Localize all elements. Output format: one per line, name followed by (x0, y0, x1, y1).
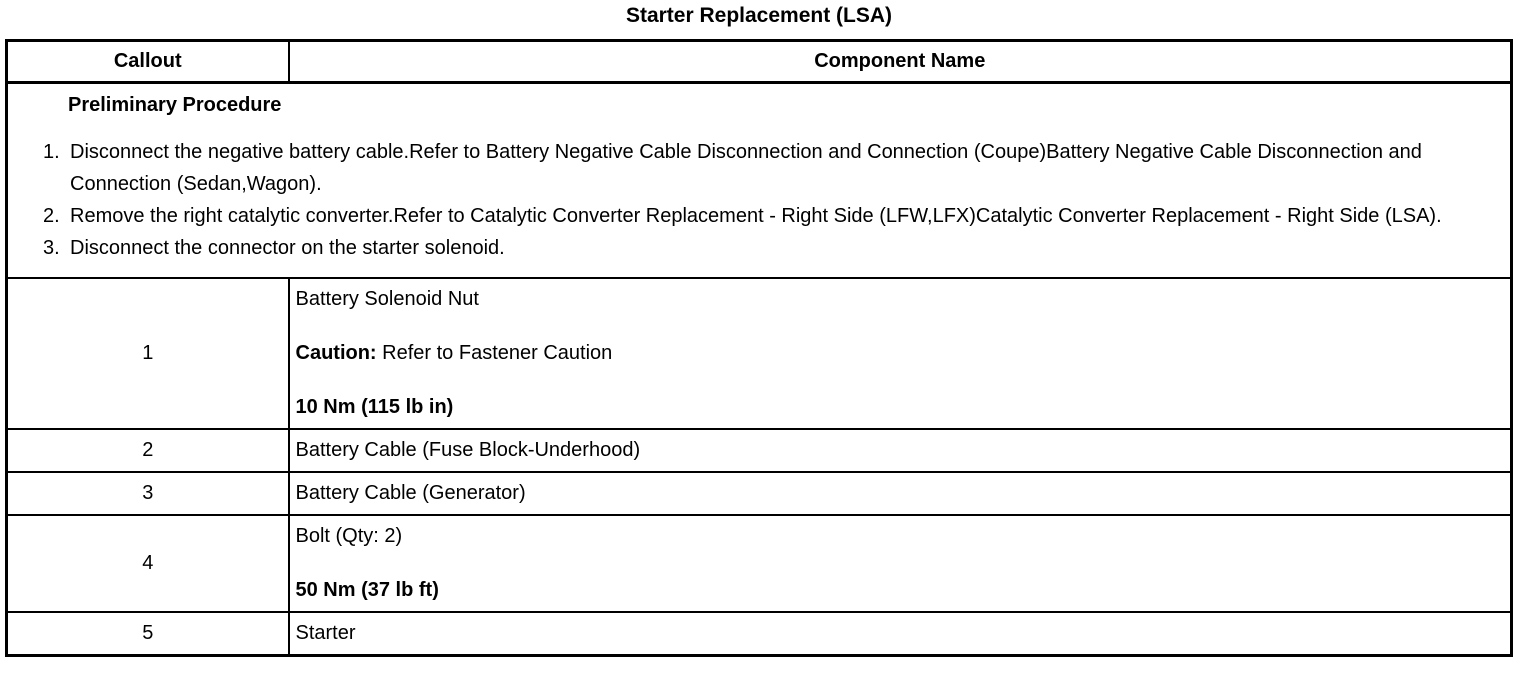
component-table (5, 39, 1513, 657)
callout-column-header: Callout (7, 41, 289, 83)
page-title: Starter Replacement (LSA) (625, 4, 893, 27)
caution-label: Caution: (295, 342, 377, 364)
preliminary-step (43, 232, 1502, 264)
table-row (7, 429, 1512, 472)
table-row (7, 515, 1512, 612)
preliminary-steps-list (16, 136, 1502, 264)
component-cell (289, 429, 1512, 472)
component-cell (289, 612, 1512, 656)
component-paragraph: 10 Nm (115 lb in) (295, 396, 454, 418)
callout-cell: 5 (7, 612, 289, 656)
component-cell (289, 278, 1512, 429)
component-name-column-header: Component Name (289, 41, 1512, 83)
preliminary-procedure-cell (7, 83, 1512, 279)
component-paragraph: 50 Nm (37 lb ft) (295, 579, 439, 601)
callout-cell: 1 (7, 278, 289, 429)
table-body (7, 83, 1512, 656)
step-text: Disconnect the negative battery cable.Refer to Battery Negative Cable Disconnection and Connection (Coupe)Battery Negative Cable Disconnection and Connection (Sedan,Wagon). (70, 141, 1422, 195)
preliminary-procedure-row (7, 83, 1512, 279)
component-paragraph: Starter (295, 622, 356, 644)
table-row (7, 472, 1512, 515)
step-number: 1. (43, 141, 60, 163)
step-number: 3. (43, 237, 60, 259)
step-number: 2. (43, 205, 60, 227)
preliminary-step (43, 136, 1502, 200)
step-text: Disconnect the connector on the starter solenoid. (70, 237, 505, 259)
preliminary-step (43, 200, 1502, 232)
step-text: Remove the right catalytic converter.Refer to Catalytic Converter Replacement - Right Side (LFW,LFX)Catalytic Converter Replacement - Right Side (LSA). (70, 205, 1442, 227)
callout-cell: 4 (7, 515, 289, 612)
callout-cell: 2 (7, 429, 289, 472)
component-paragraph: Battery Cable (Fuse Block-Underhood) (295, 439, 641, 461)
table-row (7, 612, 1512, 656)
component-cell (289, 515, 1512, 612)
component-paragraph: Battery Solenoid Nut (295, 288, 479, 310)
component-paragraph: Caution: Refer to Fastener Caution (295, 342, 613, 364)
table-row (7, 278, 1512, 429)
callout-cell: 3 (7, 472, 289, 515)
component-cell (289, 472, 1512, 515)
component-paragraph: Battery Cable (Generator) (295, 482, 526, 504)
preliminary-procedure-heading: Preliminary Procedure (68, 94, 282, 116)
table-header-row (7, 41, 1512, 83)
component-paragraph: Bolt (Qty: 2) (295, 525, 403, 547)
